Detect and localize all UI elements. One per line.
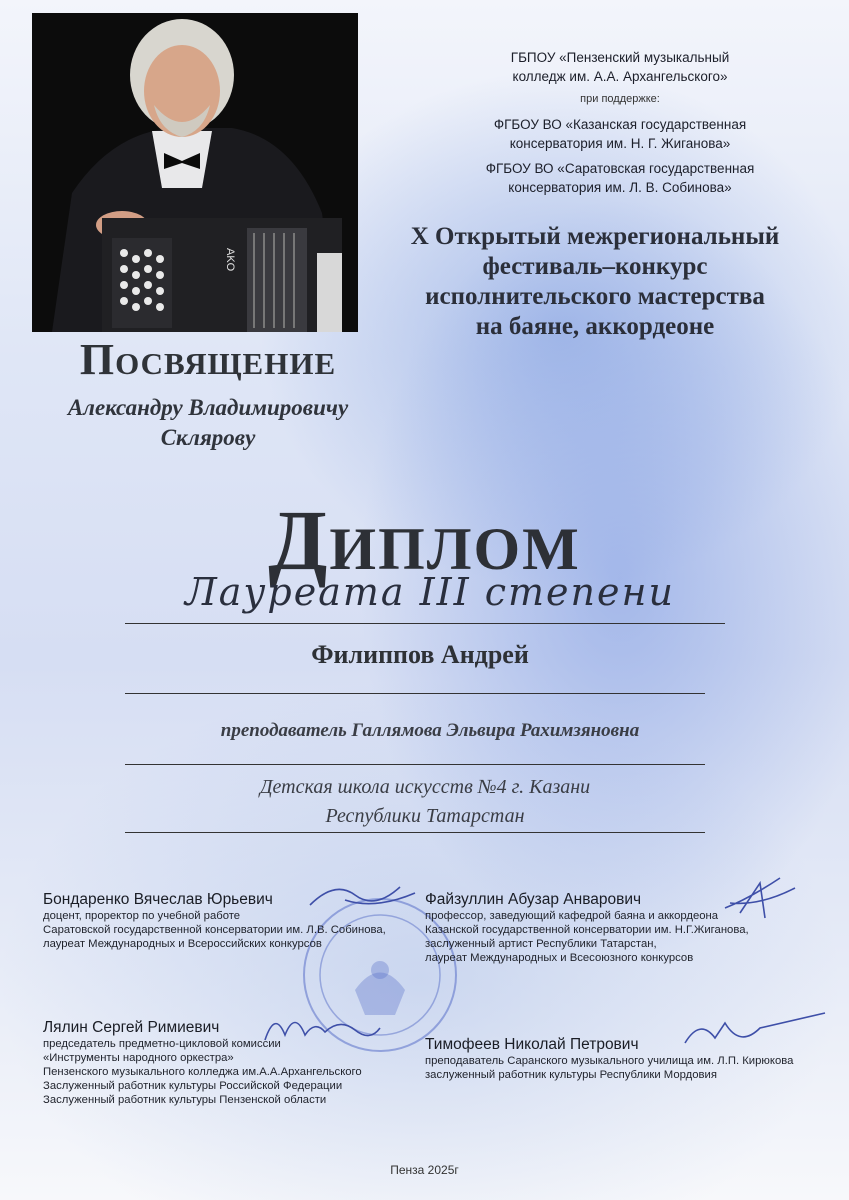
signatory-title-line: доцент, проректор по учебной работе	[43, 910, 241, 922]
school-block	[130, 773, 720, 831]
signatory-lyalin	[43, 1018, 423, 1107]
signatory-title-line: лауреат Международных и Всероссийских конкурсов	[43, 938, 322, 950]
signatory-title-line: Заслуженный работник культуры Российской Федерации	[43, 1080, 343, 1092]
org-line-2: колледж им. А.А. Архангельского»	[512, 69, 728, 84]
signatory-name: Тимофеев Николай Петрович	[425, 1036, 639, 1053]
festival-line-1: X Открытый межрегиональный	[410, 223, 780, 250]
signatory-title-line: Казанской государственной консерватории им. Н.Г.Жиганова,	[425, 924, 749, 936]
divider-line	[125, 693, 705, 694]
portrait-photo	[32, 13, 358, 332]
dedication-subtitle	[18, 393, 398, 453]
kazan-line-1: ФГБОУ ВО «Казанская государственная	[493, 117, 747, 132]
signatory-name: Файзуллин Абузар Анварович	[425, 891, 642, 908]
saratov-line-2: консерватория им. Л. В. Собинова»	[508, 180, 732, 195]
signatory-name: Лялин Сергей Римиевич	[43, 1019, 220, 1036]
footer-place-year: Пенза 2025г	[390, 1163, 459, 1177]
signatory-name: Бондаренко Вячеслав Юрьевич	[43, 891, 273, 908]
signatory-title-line: лауреат Международных и Всесоюзного конкурсов	[425, 952, 694, 964]
org-header	[440, 48, 800, 197]
dedication-title: Посвящение	[79, 335, 337, 384]
signatory-timofeev	[425, 1035, 825, 1082]
signatory-faizullin	[425, 890, 805, 965]
signatory-title-line: «Инструменты народного оркестра»	[43, 1052, 234, 1064]
accordion-label: AKO	[224, 248, 236, 272]
festival-line-2: фестиваль–конкурс	[482, 253, 708, 280]
handwritten-award: Лауреата III степени	[184, 570, 676, 614]
signatory-title-line: преподаватель Саранского музыкального училища им. Л.П. Кирюкова	[425, 1055, 794, 1067]
signatory-title-line: Пензенского музыкального колледжа им.А.А.Архангельского	[43, 1066, 362, 1078]
festival-line-3: исполнительского мастерства	[425, 283, 765, 310]
teacher-line: преподаватель Галлямова Эльвира Рахимзяновна	[220, 720, 640, 741]
signatory-title-line: председатель предметно-цикловой комиссии	[43, 1038, 281, 1050]
festival-title	[360, 222, 830, 342]
signatory-bondarenko	[43, 890, 403, 951]
divider-line	[125, 832, 705, 833]
school-line-1: Детская школа искусств №4 г. Казани	[259, 776, 591, 798]
divider-line	[125, 623, 725, 624]
saratov-line-1: ФГБОУ ВО «Саратовская государственная	[485, 161, 755, 176]
signatory-title-line: заслуженный артист Республики Татарстан,	[425, 938, 657, 950]
dedication-line-1: Александру Владимировичу	[67, 395, 349, 420]
festival-line-4: на баяне, аккордеоне	[475, 313, 715, 340]
divider-line	[125, 764, 705, 765]
laureate-name: Филиппов Андрей	[311, 640, 529, 669]
signatory-title-line: заслуженный работник культуры Республики Мордовия	[425, 1069, 717, 1081]
signatory-title-line: профессор, заведующий кафедрой баяна и аккордеона	[425, 910, 719, 922]
diploma-title: Диплом	[268, 492, 581, 588]
school-line-2: Республики Татарстан	[325, 805, 525, 827]
signatory-title-line: Саратовской государственной консерватории им. Л.В. Собинова,	[43, 924, 386, 936]
dedication-line-2: Склярову	[160, 425, 256, 450]
signatory-title-line: Заслуженный работник культуры Пензенской области	[43, 1094, 327, 1106]
org-line-1: ГБПОУ «Пензенский музыкальный	[510, 50, 730, 65]
kazan-line-2: консерватория им. Н. Г. Жиганова»	[509, 136, 731, 151]
support-label: при поддержке:	[580, 93, 660, 105]
